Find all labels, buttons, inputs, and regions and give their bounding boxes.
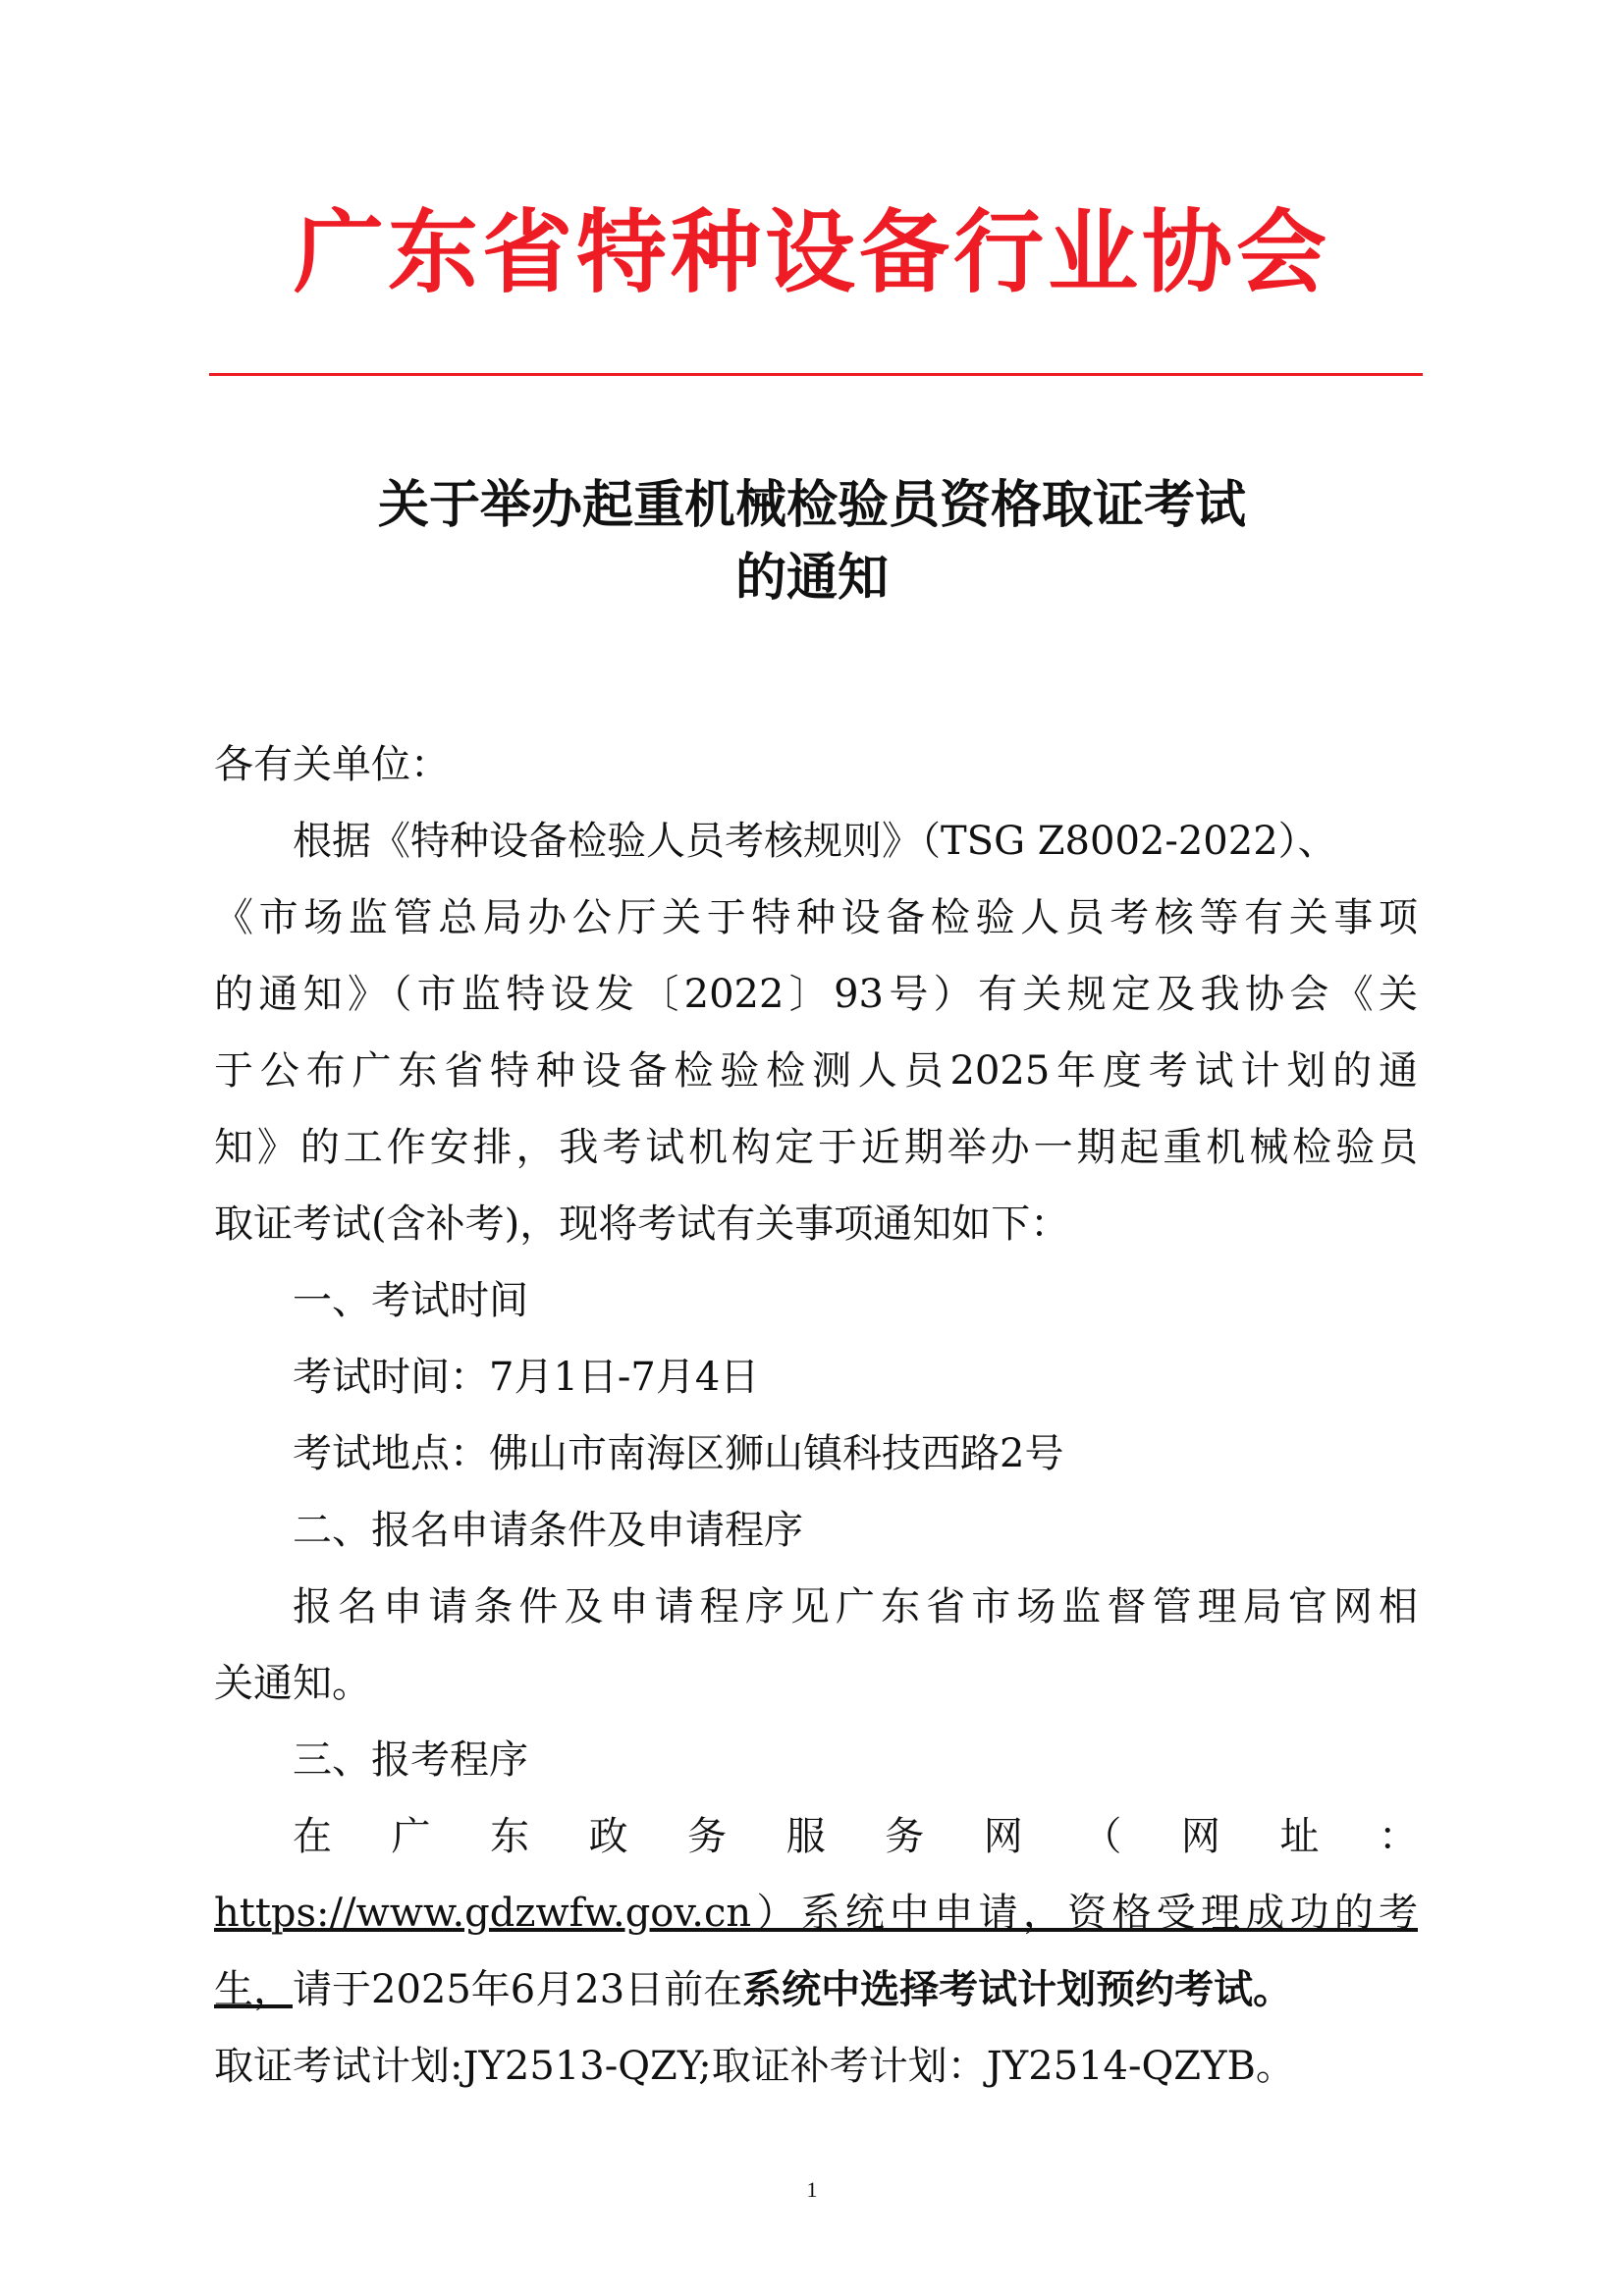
salutation: 各有关单位： <box>214 742 450 787</box>
section-1-heading: 一、考试时间 <box>293 1278 528 1323</box>
document-title <box>0 469 1624 614</box>
intro-line-6: 取证考试(含补考)，现将考试有关事项通知如下： <box>214 1201 1070 1247</box>
exam-location: 考试地点：佛山市南海区狮山镇科技西路2号 <box>293 1431 1064 1476</box>
section-3-line-3 <box>214 1951 1418 2028</box>
intro-line-1: 根据《特种设备检验人员考核规则》（TSG Z8002-2022）、 <box>293 819 1337 864</box>
intro-line-5: 知》的工作安排，我考试机构定于近期举办一期起重机械检验员 <box>214 1125 1418 1170</box>
intro-line-3: 的通知》（市监特设发〔2022〕93号）有关规定及我协会《关 <box>214 972 1418 1017</box>
underlined-text: 生， <box>214 1967 293 2012</box>
section-3-url-line[interactable]: https://www.gdzwfw.gov.cn）系统中申请，资格受理成功的考 <box>214 1891 1418 1936</box>
section-2-text-line-1: 报名申请条件及申请程序见广东省市场监督管理局官网相 <box>293 1584 1418 1629</box>
intro-line-4: 于公布广东省特种设备检验检测人员2025年度考试计划的通 <box>214 1048 1418 1094</box>
section-3-line-4: 取证考试计划:JY2513-QZY;取证补考计划：JY2514-QZYB。 <box>214 2044 1295 2089</box>
exam-time: 考试时间：7月1日-7月4日 <box>293 1355 760 1400</box>
letterhead-org-name: 广东省特种设备行业协会 <box>293 200 1330 305</box>
title-line-2: 的通知 <box>734 549 889 608</box>
deadline-text: 请于2025年6月23日前在 <box>293 1967 743 2012</box>
section-3-line-1: 在 广 东 政 务 服 务 网 （ 网 址 ： <box>293 1814 1418 1859</box>
title-line-1: 关于举办起重机械检验员资格取证考试 <box>377 476 1246 535</box>
letterhead-red-divider <box>209 373 1423 376</box>
document-body <box>214 726 1418 2105</box>
section-3-heading: 三、报考程序 <box>293 1737 528 1783</box>
section-2-text-line-2: 关通知。 <box>214 1661 371 1706</box>
section-2-heading: 二、报名申请条件及申请程序 <box>293 1508 803 1553</box>
intro-line-2: 《市场监管总局办公厅关于特种设备检验人员考核等有关事项 <box>214 895 1418 940</box>
page-number: 1 <box>806 2177 818 2202</box>
bold-instruction: 系统中选择考试计划预约考试。 <box>742 1966 1293 2012</box>
